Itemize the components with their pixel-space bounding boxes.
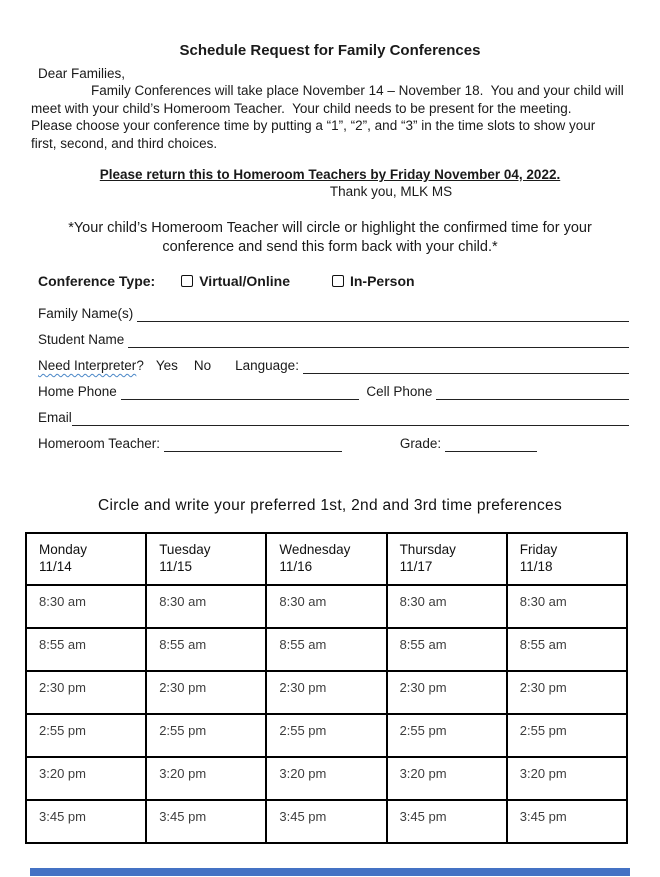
email-blank[interactable] <box>72 410 629 426</box>
intro-paragraph <box>31 82 629 152</box>
time-slot[interactable]: 8:30 am <box>146 585 266 628</box>
homeroom-grade-row <box>38 436 629 452</box>
date-label: 11/17 <box>399 559 433 574</box>
phone-row <box>38 384 629 400</box>
option-virtual-online <box>181 273 290 289</box>
time-slot[interactable]: 8:30 am <box>266 585 386 628</box>
interpreter-no-option[interactable]: No <box>193 358 212 373</box>
virtual-online-label: Virtual/Online <box>199 272 290 289</box>
in-person-label: In-Person <box>349 272 415 289</box>
intro-line: first, second, and third choices. <box>31 135 218 151</box>
time-slot[interactable]: 3:45 pm <box>507 800 627 843</box>
family-name-label: Family Name(s) <box>38 306 138 321</box>
grade-blank[interactable] <box>445 436 537 452</box>
time-slot[interactable]: 3:45 pm <box>26 800 146 843</box>
student-name-row <box>38 332 629 348</box>
day-label: Thursday <box>399 542 456 557</box>
time-row-345pm <box>26 800 627 843</box>
column-header-monday <box>26 533 146 585</box>
time-slot[interactable]: 3:20 pm <box>507 757 627 800</box>
document-title: Schedule Request for Family Conferences <box>179 42 481 59</box>
time-slot[interactable]: 2:30 pm <box>26 671 146 714</box>
email-label: Email <box>38 410 72 425</box>
date-label: 11/15 <box>159 559 192 574</box>
time-slot[interactable]: 3:20 pm <box>26 757 146 800</box>
time-slot[interactable]: 8:30 am <box>26 585 146 628</box>
date-label: 11/16 <box>279 559 313 574</box>
time-slot[interactable]: 3:20 pm <box>146 757 266 800</box>
conference-type-row <box>31 273 629 288</box>
intro-line: meet with your child’s Homeroom Teacher. Your child needs to be present for the meeting. <box>31 100 572 116</box>
virtual-online-checkbox[interactable] <box>181 275 193 287</box>
family-name-row <box>38 306 629 322</box>
schedule-table <box>25 532 628 844</box>
day-label: Tuesday <box>159 542 211 557</box>
time-slot[interactable]: 3:20 pm <box>387 757 507 800</box>
time-slot[interactable]: 8:30 am <box>507 585 627 628</box>
conference-type-label: Conference Type: <box>38 272 156 289</box>
note-line: *Your child’s Homeroom Teacher will circle or highlight the confirmed time for your <box>68 220 592 236</box>
contact-fields <box>31 306 629 452</box>
student-name-blank[interactable] <box>128 332 629 348</box>
return-notice: Please return this to Homeroom Teachers by Friday November 04, 2022. <box>99 167 561 182</box>
time-slot[interactable]: 2:55 pm <box>507 714 627 757</box>
time-slot[interactable]: 8:55 am <box>387 628 507 671</box>
email-row <box>38 410 629 426</box>
time-slot[interactable]: 3:45 pm <box>266 800 386 843</box>
schedule-heading: Circle and write your preferred 1st, 2nd and 3rd time preferences <box>97 497 563 514</box>
column-header-wednesday <box>266 533 386 585</box>
date-label: 11/14 <box>39 559 72 574</box>
time-slot[interactable]: 2:55 pm <box>266 714 386 757</box>
time-slot[interactable]: 2:55 pm <box>26 714 146 757</box>
time-row-320pm <box>26 757 627 800</box>
interpreter-row <box>38 358 629 374</box>
in-person-checkbox[interactable] <box>332 275 344 287</box>
time-slot[interactable]: 3:45 pm <box>146 800 266 843</box>
day-label: Friday <box>519 542 558 557</box>
column-header-friday <box>507 533 627 585</box>
spacer <box>537 436 629 452</box>
time-slot[interactable]: 3:45 pm <box>387 800 507 843</box>
table-header-row <box>26 533 627 585</box>
day-label: Monday <box>39 542 88 557</box>
home-phone-blank[interactable] <box>121 384 359 400</box>
time-slot[interactable]: 8:55 am <box>26 628 146 671</box>
time-slot[interactable]: 3:20 pm <box>266 757 386 800</box>
cell-phone-label: Cell Phone <box>362 384 437 399</box>
column-header-thursday <box>387 533 507 585</box>
grade-label: Grade: <box>399 436 445 451</box>
language-label: Language: <box>235 358 299 373</box>
confirmation-note <box>31 219 629 256</box>
time-slot[interactable]: 2:55 pm <box>146 714 266 757</box>
time-slot[interactable]: 2:55 pm <box>387 714 507 757</box>
time-row-830am <box>26 585 627 628</box>
time-row-230pm <box>26 671 627 714</box>
time-slot[interactable]: 8:55 am <box>146 628 266 671</box>
homeroom-teacher-blank[interactable] <box>164 436 342 452</box>
time-row-855am <box>26 628 627 671</box>
spacer <box>342 436 400 452</box>
footer-accent-bar <box>30 868 630 876</box>
note-line: conference and send this form back with your child.* <box>162 238 498 255</box>
intro-line: Please choose your conference time by putting a “1”, “2”, and “3” in the time slots to show your <box>31 118 596 133</box>
cell-phone-blank[interactable] <box>436 384 629 400</box>
intro-line: Family Conferences will take place November 14 – November 18. You and your child will <box>91 83 624 98</box>
time-slot[interactable]: 8:55 am <box>266 628 386 671</box>
column-header-tuesday <box>146 533 266 585</box>
interpreter-question-mark: ? <box>136 358 144 373</box>
time-row-255pm <box>26 714 627 757</box>
homeroom-teacher-label: Homeroom Teacher: <box>38 436 164 451</box>
home-phone-label: Home Phone <box>38 384 121 399</box>
date-label: 11/18 <box>519 559 553 574</box>
option-in-person <box>332 273 415 289</box>
interpreter-label: Need Interpreter <box>38 358 137 373</box>
time-slot[interactable]: 8:30 am <box>387 585 507 628</box>
day-label: Wednesday <box>279 542 351 557</box>
time-slot[interactable]: 8:55 am <box>507 628 627 671</box>
student-name-label: Student Name <box>38 332 129 347</box>
time-slot[interactable]: 2:30 pm <box>387 671 507 714</box>
time-slot[interactable]: 2:30 pm <box>507 671 627 714</box>
time-slot[interactable]: 2:30 pm <box>266 671 386 714</box>
time-slot[interactable]: 2:30 pm <box>146 671 266 714</box>
thank-you-line: Thank you, MLK MS <box>329 184 453 199</box>
salutation: Dear Families, <box>38 66 126 81</box>
interpreter-yes-option[interactable]: Yes <box>155 358 178 373</box>
family-name-blank[interactable] <box>137 306 629 322</box>
language-blank[interactable] <box>303 358 629 374</box>
